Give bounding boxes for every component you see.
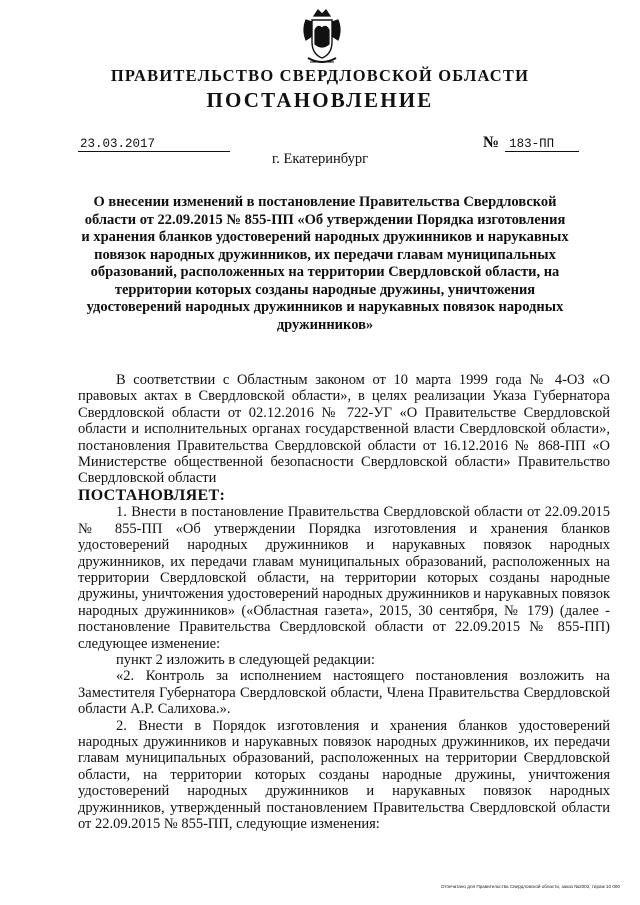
issue-city: г. Екатеринбург: [271, 151, 369, 167]
print-footer: Отпечатано для Правительства Свердловской области, заказ №2002, тираж 10 000: [440, 884, 620, 889]
item-1-paragraph: 1. Внести в постановление Правительства Свердловской области от 22.09.2015 № 855-ПП «Об утверждении Порядка изготовления и хранения бланков удостоверений народных дружинников и нарукавных повязок народных дружинников, их передачи главам муниципальных образований, расположенных на территории Свердловской области, на территории которых созданы народные дружины, уничтожения удостоверений народных дружинников и нарукавных повязок народных дружинников» («Областная газета», 2015, 30 сентября, № 179) (далее - постановление Правительства Свердловской области от 22.09.2015 № 855-ПП) следующее изменение:: [78, 504, 610, 652]
document-type-title: ПОСТАНОВЛЕНИЕ: [206, 88, 434, 112]
document-subject: О внесении изменений в постановление Правительства Свердловской области от 22.09.2015 № 855-ПП «Об утверждении Порядка изготовления и хранения бланков удостоверений народных дружинников и нарукавных повязок народных дружинников, их передачи главам муниципальных образований, расположенных на территории Свердловской области, на территории которых созданы народные дружины, уничтожения удостоверений народных дружинников и нарукавных повязок народных дружинников»: [81, 194, 569, 333]
document-body: [78, 372, 610, 832]
document-number: [483, 134, 593, 152]
preamble-paragraph: В соответствии с Областным законом от 10 марта 1999 года № 4-ОЗ «О правовых актах в Свердловской области», в целях реализации Указа Губернатора Свердловской области от 02.12.2016 № 722-УГ «О Правительстве Свердловской области и исполнительных органах государственной власти Свердловской области», постановления Правительства Свердловской области от 16.12.2016 № 868-ПП «О Министерстве общественной безопасности Свердловской области» Правительство Свердловской области: [78, 372, 610, 487]
item-1-subparagraph: пункт 2 изложить в следующей редакции:: [116, 652, 375, 668]
resolves-heading: ПОСТАНОВЛЯЕТ:: [78, 486, 226, 504]
coat-of-arms-icon: [300, 6, 344, 68]
item-1-quote: «2. Контроль за исполнением настоящего постановления возложить на Заместителя Губернатора Свердловской области, Члена Правительства Свердловской области А.Р. Салихова.».: [78, 668, 610, 718]
government-name: ПРАВИТЕЛЬСТВО СВЕРДЛОВСКОЙ ОБЛАСТИ: [110, 66, 530, 85]
item-2-paragraph: 2. Внести в Порядок изготовления и хранения бланков удостоверений народных дружинников и нарукавных повязок народных дружинников, их передачи главам муниципальных образований, расположенных на территории Свердловской области, на территории которых созданы народные дружины, уничтожения удостоверений народных дружинников и нарукавных повязок народных дружинников, утвержденный постановлением Правительства Свердловской области от 22.09.2015 № 855-ПП, следующие изменения:: [78, 717, 610, 833]
document-date: 23.03.2017: [78, 137, 230, 152]
document-number-value: 183-ПП: [505, 137, 579, 152]
number-sign: №: [483, 134, 500, 151]
